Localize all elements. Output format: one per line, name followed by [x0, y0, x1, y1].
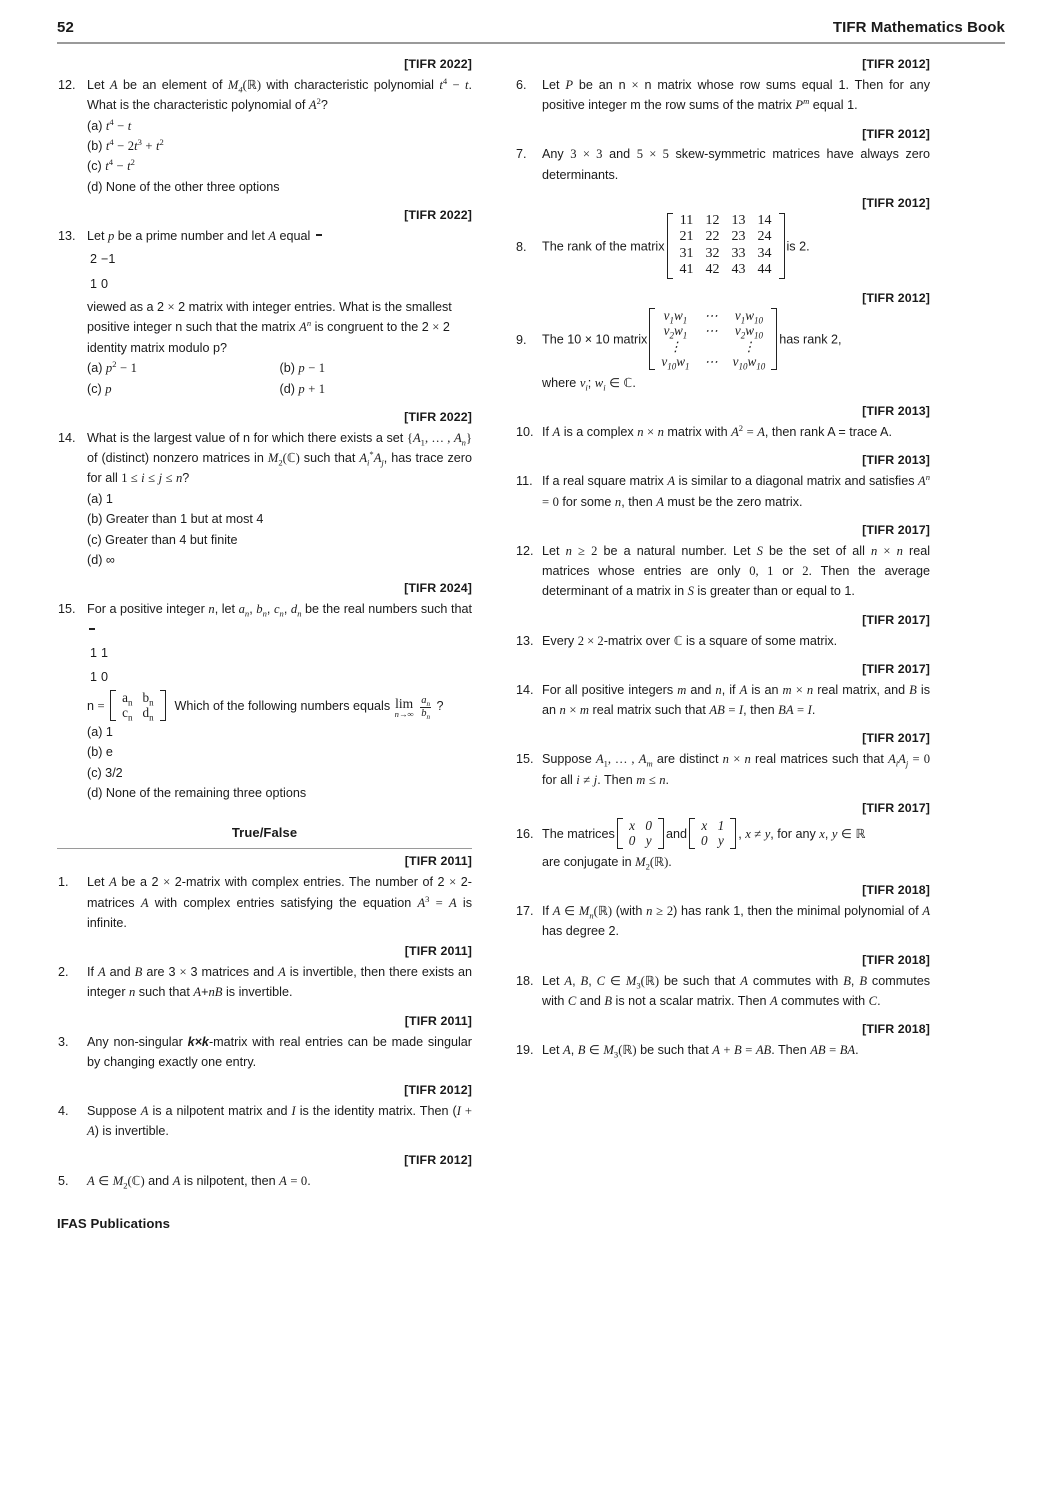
question-number: 2.	[58, 965, 69, 980]
question-item	[515, 541, 930, 602]
book-title: TIFR Mathematics Book	[832, 19, 1005, 36]
question-body: If A ∈ $M_n(ℝ)$ (with n ≥ 2) has rank 1, then the minimal polynomial of A has degree 2.	[542, 903, 931, 939]
source-tag: [TIFR 2013]	[862, 453, 930, 468]
option-d: (d) ∞	[87, 553, 115, 568]
question-item	[57, 1032, 472, 1073]
option-c: (c) 3/2	[87, 765, 123, 780]
question-item	[515, 214, 930, 280]
source-tag: [TIFR 2011]	[404, 1013, 472, 1028]
question-body: Let p be a prime number and let A equal 2 −1 1 0 viewed as a 2 × 2 matrix with integer entries. What is the smallest positive integer n such that the matrix $A^n$ is congruent to the 2 × 2 identity matrix modulo p? (a) $p^2 - 1$ (b) p − 1 (c) p (d) p + 1	[87, 226, 472, 399]
matrix-mid-text: and	[665, 826, 687, 841]
question-item	[57, 599, 472, 803]
question-item	[57, 226, 472, 399]
question-body: If A is a complex n × n matrix with $A^2 = A$, then rank A = trace A.	[542, 422, 892, 439]
question-item	[515, 471, 930, 512]
question-number: 11.	[516, 474, 533, 489]
matrix-2x2	[316, 234, 322, 236]
source-tag: [TIFR 2024]	[404, 581, 472, 596]
question-number: 16.	[516, 827, 534, 842]
section-divider	[57, 848, 472, 849]
matrix-lead-text: The matrices	[542, 826, 615, 841]
question-number: 13.	[58, 228, 76, 243]
question-body: Any 3 × 3 and 5 × 5 skew-symmetric matrices have always zero determinants.	[542, 147, 930, 182]
option-d: (d) None of the other three options	[87, 179, 280, 194]
question-body: If a real square matrix A is similar to a diagonal matrix and satisfies $A^n = 0$ for some n, then A must be the zero matrix.	[542, 471, 930, 509]
matrix-trail-text: is 2.	[786, 239, 810, 254]
question-number: 13.	[516, 633, 534, 648]
question-item	[515, 819, 930, 850]
source-tag: [TIFR 2012]	[862, 57, 930, 71]
question-number: 1.	[58, 875, 69, 890]
matrix-10x10: $v_1w_1$ ⋯ $v_1w_{10}$ $v_2w_1$ ⋯ $v_2w_{10}$ ⋮ ⋮ $v_{10}w_1$ ⋯ $v_{10}w_{10}$	[649, 308, 777, 370]
question-body: The matrices x 0 0 y and x 1 0 y , x ≠ y, for any x, y ∈ ℝ	[542, 817, 866, 849]
matrix-2x2-left	[89, 628, 95, 630]
question-item	[57, 1171, 472, 1191]
question-item	[57, 872, 472, 933]
option-c: (c) $t^4 - t^2$	[87, 157, 135, 174]
question-item	[57, 428, 472, 571]
left-column	[57, 56, 472, 1193]
question-continuation	[515, 373, 930, 393]
source-tag: [TIFR 2012]	[862, 196, 930, 211]
question-number: 10.	[516, 425, 534, 439]
question-body: Let A, B ∈ $M_3(ℝ)$ be such that A + B = AB. Then AB = BA.	[542, 1043, 859, 1060]
question-item	[515, 680, 930, 721]
question-body: Every 2 × 2-matrix over ℂ is a square of some matrix.	[542, 633, 838, 648]
question-item	[515, 901, 930, 942]
question-body	[542, 214, 930, 280]
question-body: Suppose A is a nilpotent matrix and I is the identity matrix. Then (I + A) is invertible.	[87, 1104, 473, 1139]
question-number: 15.	[516, 752, 534, 767]
source-tag: [TIFR 2011]	[404, 854, 472, 869]
question-number: 18.	[516, 973, 534, 988]
question-body: Let P be an n × n matrix whose row sums equal 1. Then for any positive integer m the row sums of the matrix $P^m$ equal 1.	[542, 77, 930, 113]
question-body	[542, 309, 930, 371]
source-tag: [TIFR 2012]	[862, 126, 930, 141]
option-c: (c) Greater than 4 but finite	[87, 532, 238, 547]
question-body: For a positive integer n, let $a_n$, $b_n$, $c_n$, $d_n$ be the real numbers such that 1 1 1 0 n = $a_n$ $b_n$ $c_n$ $d_n$ Which of the following numbers equals lim n→∞ $\frac{a_n}{b_n}$ ? (a) 1 (b) e (c) 3/2 (d) None of the remaining three options	[87, 599, 472, 803]
limit-operator: lim n→∞	[394, 695, 414, 720]
question-number: 4.	[58, 1104, 69, 1119]
matrix-2x2-right: $a_n$ $b_n$ $c_n$ $d_n$	[110, 690, 165, 721]
question-item	[515, 309, 930, 371]
matrix-jordan: x 1 0 y	[689, 818, 736, 849]
option-d: (d) None of the remaining three options	[87, 786, 307, 801]
question-body: A ∈ $M_2(ℂ)$ and A is nilpotent, then A = 0.	[87, 1173, 311, 1191]
option-c: (c) p	[87, 381, 112, 396]
header-divider	[57, 42, 1005, 44]
option-a: (a) 1	[87, 724, 113, 739]
question-item	[515, 422, 930, 442]
question-number: 5.	[58, 1173, 69, 1188]
question-body: Any non-singular k×k-matrix with real entries can be made singular by changing exactly one entry.	[87, 1034, 472, 1069]
source-tag: [TIFR 2022]	[404, 57, 472, 71]
question-number: 9.	[516, 332, 527, 347]
option-a: (a) $t^4 - t$	[87, 116, 132, 133]
question-number: 7.	[516, 147, 527, 162]
question-number: 12.	[516, 543, 534, 558]
page-number: 52	[57, 19, 75, 36]
question-number: 19.	[516, 1043, 534, 1058]
question-item	[515, 971, 930, 1012]
matrix-lead-text: The rank of the matrix	[542, 239, 665, 254]
source-tag: [TIFR 2022]	[404, 208, 472, 223]
option-a: (a) $p^2 - 1$	[87, 358, 137, 376]
question-body: Let A, B, C ∈ $M_3(ℝ)$ be such that A commutes with B, B commutes with C and B is not a scalar matrix. Then A commutes with C.	[542, 973, 931, 1008]
question-body: Let n ≥ 2 be a natural number. Let S be the set of all n × n real matrices whose entries are only 0, 1 or 2. Then the average determinant of a matrix in S is greater than or equal to 1.	[542, 543, 931, 599]
source-tag: [TIFR 2012]	[862, 290, 930, 305]
option-b: (b) $t^4 - 2t^3 + t^2$	[87, 136, 164, 153]
right-column	[515, 56, 930, 1062]
source-tag: [TIFR 2018]	[862, 952, 930, 967]
question-body: What is the largest value of n for which there exists a set {$A_1$, … , $A_n$} of (distinct) nonzero matrices in $M_2(ℂ)$ such that $A_i^*A_j$, has trace zero for all 1 ≤ i ≤ j ≤ n? (a) 1 (b) Greater than 1 but at most 4 (c) Greater than 4 but finite (d) ∞	[87, 428, 472, 571]
source-tag: [TIFR 2017]	[862, 612, 930, 627]
question-body: For all positive integers m and n, if A is an m × n real matrix, and B is an n × m real matrix such that AB = I, then BA = I.	[542, 682, 930, 718]
option-b: (b) p − 1	[279, 361, 326, 376]
source-tag: [TIFR 2017]	[862, 661, 930, 676]
question-number: 17.	[516, 903, 534, 918]
question-number: 15.	[58, 602, 76, 617]
question-item	[515, 1040, 930, 1060]
source-tag: [TIFR 2017]	[862, 731, 930, 746]
matrix-diag: x 0 0 y	[617, 818, 664, 849]
fraction: $\frac{a_n}{b_n}$	[421, 694, 430, 721]
question-body: Let A be a 2 × 2-matrix with complex entries. The number of 2 × 2-matrices A with complex entries satisfying the equation $A^3 = A$ is infinite.	[87, 875, 473, 930]
source-tag: [TIFR 2017]	[862, 800, 930, 815]
source-tag: [TIFR 2012]	[404, 1152, 472, 1167]
source-tag: [TIFR 2012]	[404, 1083, 472, 1098]
option-d: (d) p + 1	[279, 381, 326, 396]
source-tag: [TIFR 2011]	[404, 944, 472, 959]
source-tag: [TIFR 2022]	[404, 409, 472, 424]
option-b: (b) e	[87, 745, 113, 760]
matrix-trail-text: has rank 2,	[779, 332, 842, 347]
section-heading-true-false: True/False	[231, 825, 298, 841]
question-body: Suppose $A_1$, … , $A_m$ are distinct n × n real matrices such that $A_iA_j = 0$ for all i ≠ j. Then m ≤ n.	[542, 752, 931, 787]
question-item	[515, 631, 930, 651]
question-body: If A and B are 3 × 3 matrices and A is invertible, then there exists an integer n such that A+nB is invertible.	[87, 965, 472, 1000]
question-number: 14.	[58, 430, 76, 445]
matrix-4x4: 11 12 13 14 21 22 23 24 31 32 33 34 41 42 43 44	[667, 213, 785, 279]
question-item	[515, 75, 930, 116]
question-body: Let A be an element of $M_4(ℝ)$ with characteristic polynomial $t^4 - t$. What is the characteristic polynomial of $A^2$? (a) $t^4 - t$ (b) $t^4 - 2t^3 + t^2$ (c) $t^4 - t^2$ (d) None of the other three options	[87, 75, 472, 197]
question-item	[515, 144, 930, 185]
option-b: (b) Greater than 1 but at most 4	[87, 512, 264, 527]
question-item	[57, 1101, 472, 1142]
source-tag: [TIFR 2018]	[862, 1022, 930, 1037]
question-item	[515, 749, 930, 790]
source-tag: [TIFR 2013]	[862, 404, 930, 419]
option-a: (a) 1	[87, 491, 113, 506]
matrix-lead-text: The 10 × 10 matrix	[542, 332, 648, 347]
source-tag: [TIFR 2018]	[862, 883, 930, 898]
question-body-line2: are conjugate in $M_2(ℝ)$.	[542, 854, 672, 872]
question-item	[57, 962, 472, 1003]
source-tag: [TIFR 2017]	[862, 522, 930, 537]
question-number: 6.	[516, 77, 527, 92]
question-continuation	[515, 852, 930, 872]
question-item	[57, 75, 472, 197]
question-number: 14.	[516, 682, 534, 697]
footer-publisher: IFAS Publications	[57, 1216, 171, 1231]
question-body-line2: where $v_i$; $w_i$ ∈ ℂ.	[542, 375, 636, 393]
question-number: 3.	[58, 1034, 69, 1049]
question-number: 12.	[58, 77, 76, 92]
question-number: 8.	[516, 239, 527, 254]
page-header	[57, 20, 1005, 35]
